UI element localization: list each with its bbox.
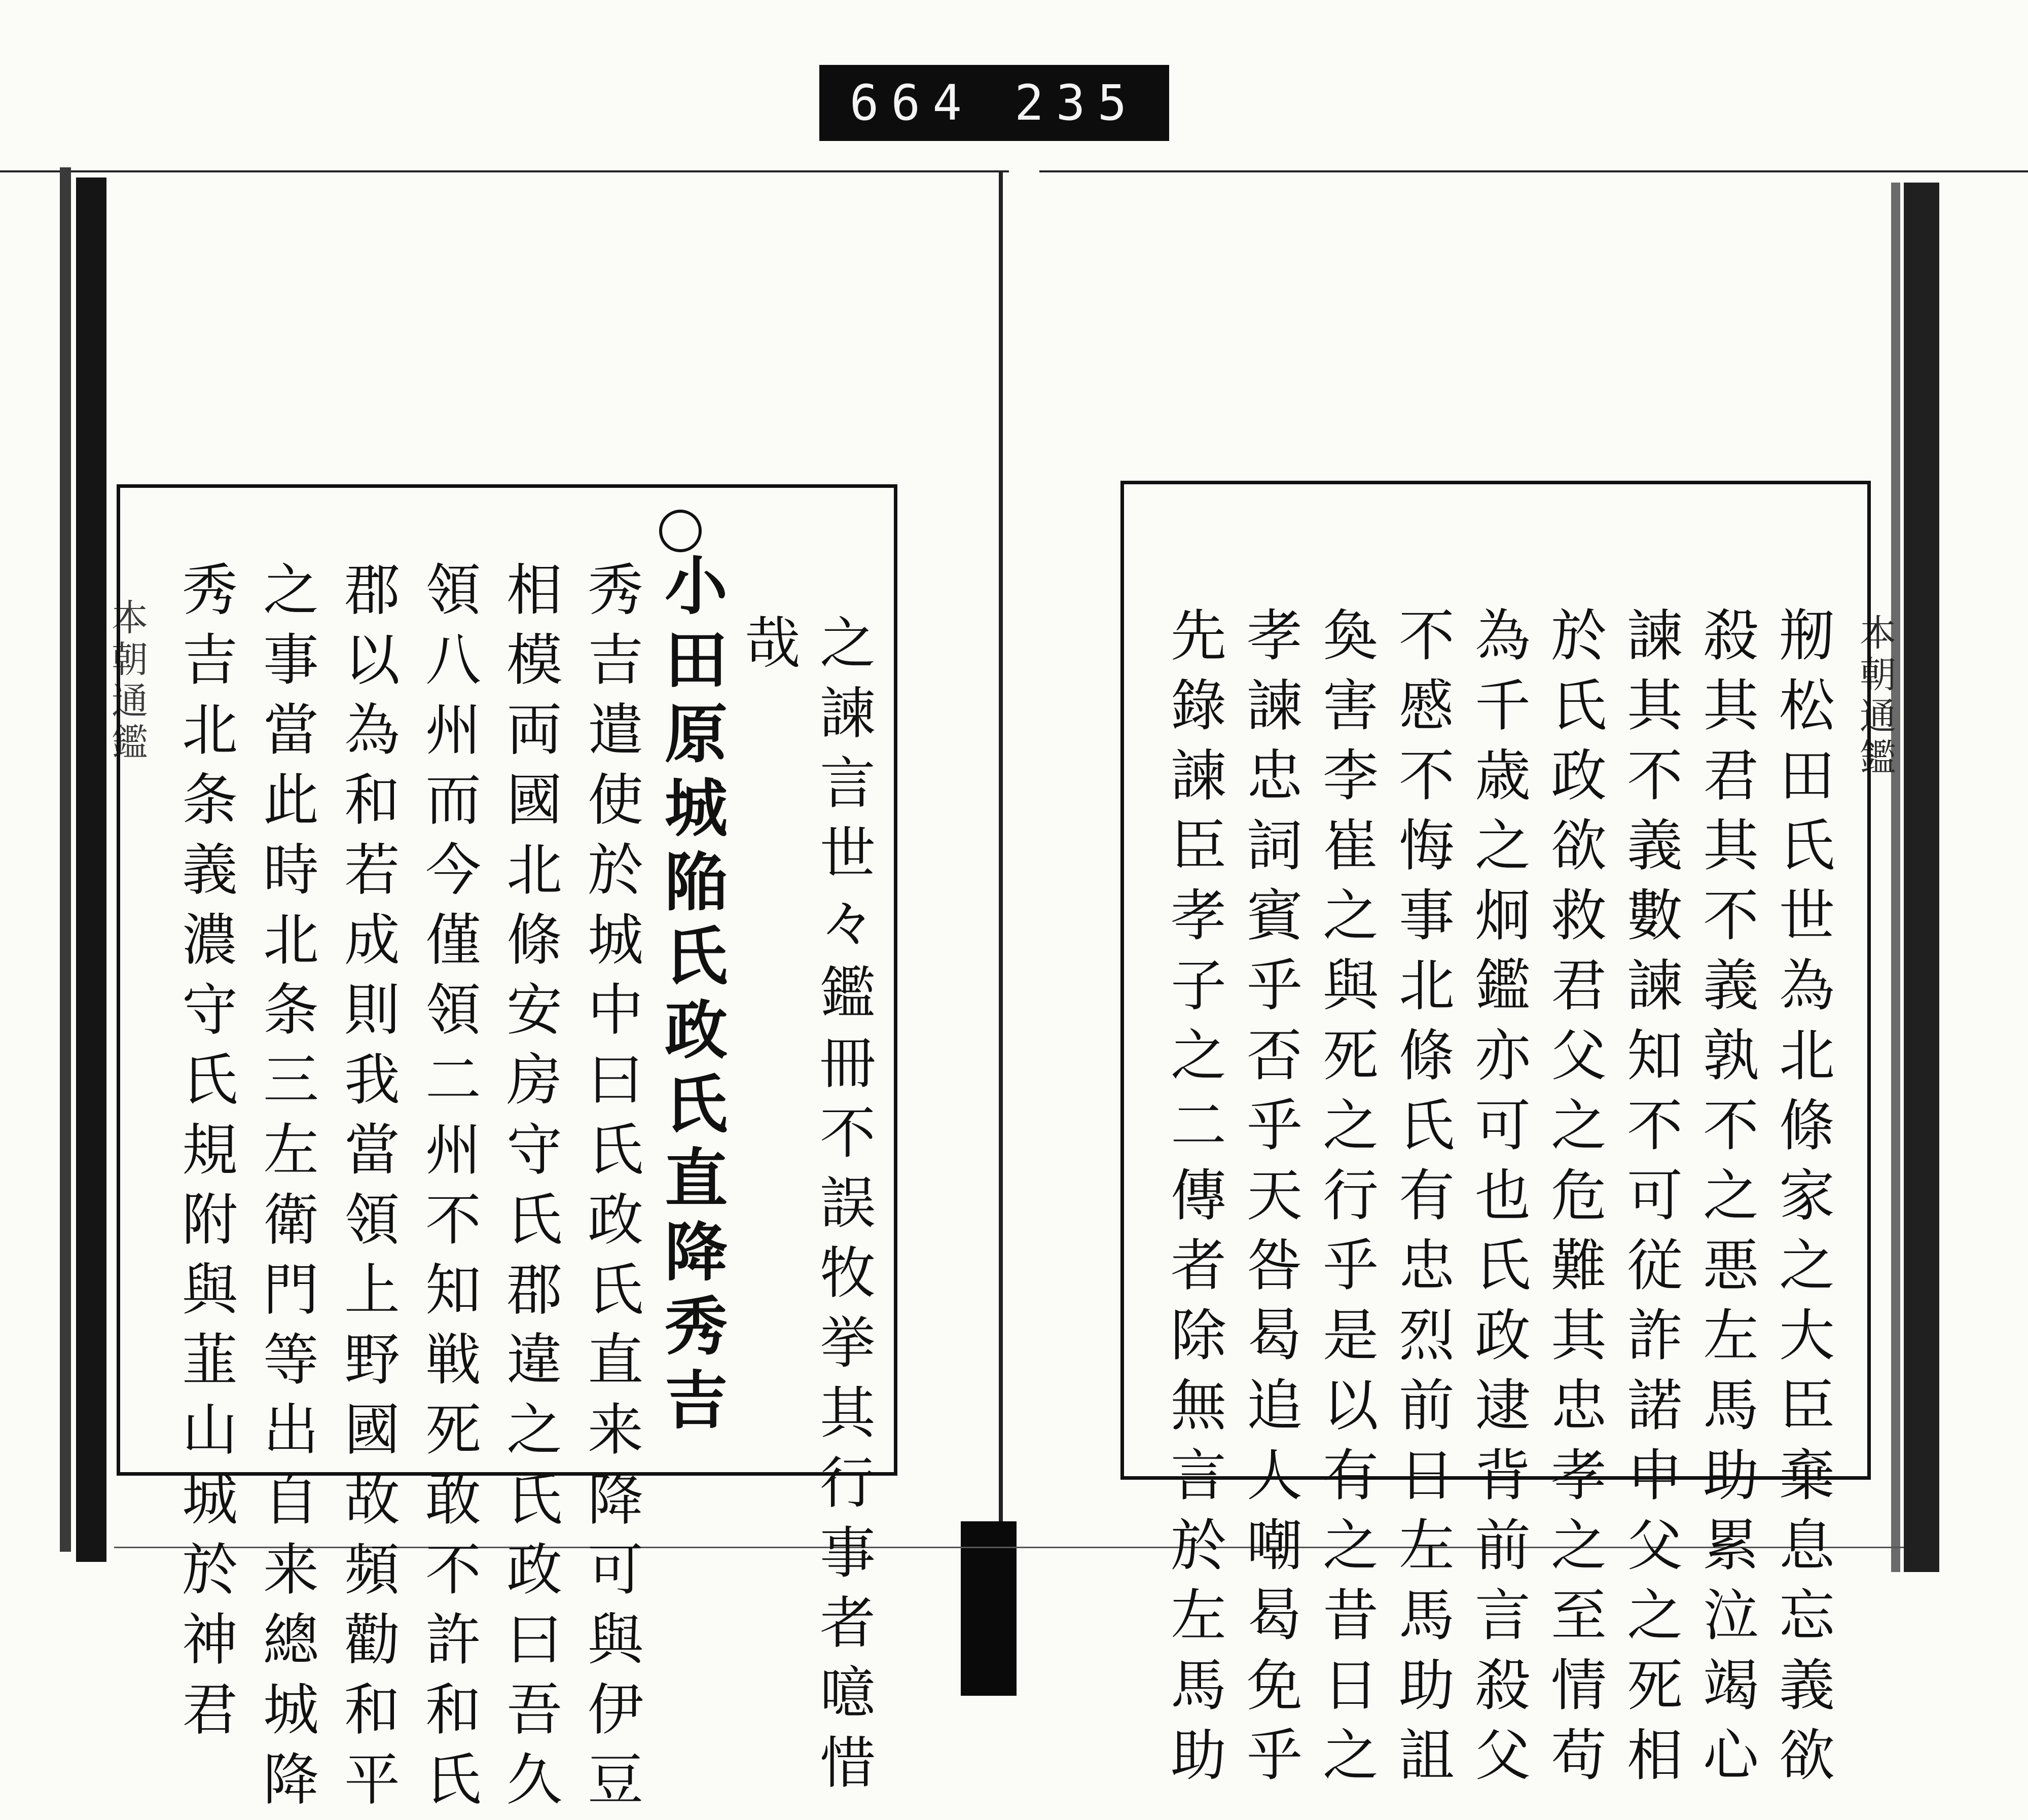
call-number-label — [819, 65, 1169, 141]
right-spine-title: 本朝通鑑 — [1854, 614, 1896, 780]
left-spine-title: 本朝通鑑 — [105, 598, 148, 765]
section-heading: 小田原城陥氏政氏直降秀吉 — [654, 553, 728, 1441]
text-column: 奐害李崔之與死之行乎是以有之昔日之 — [1314, 606, 1379, 1796]
text-column: 於氏政欲救君父之危難其忠孝之至情苟 — [1542, 606, 1607, 1796]
left-book-edge — [76, 177, 106, 1562]
left-book-edge-outer — [60, 167, 71, 1552]
text-column: 郡以為和若成則我當領上野國故頻勸和平 — [335, 560, 400, 1820]
section-circle-mark — [659, 510, 702, 552]
text-column: 之諫言世々鑑冊不誤牧挙其行事者噫惜 — [811, 614, 876, 1803]
center-gutter — [999, 172, 1003, 1552]
call-number-part: 664 — [849, 75, 974, 131]
text-column: 不慼不悔事北條氏有忠烈前日左馬助詛 — [1390, 606, 1455, 1796]
text-column: 領八州而今僅領二州不知戦死敢不許和氏 — [416, 560, 481, 1820]
text-column: 秀吉遣使於城中曰氏政氏直来降可與伊豆 — [578, 560, 643, 1820]
text-column: 相模両國北條安房守氏郡違之氏政曰吾久 — [497, 560, 562, 1820]
call-number-part: 235 — [1015, 75, 1139, 131]
text-column: 哉 — [736, 614, 801, 684]
text-column: 孝諫忠詞賓乎否乎天咎曷追人嘲曷免乎 — [1238, 606, 1302, 1796]
text-column: 為千歳之炯鑑亦可也氏政逮背前言殺父 — [1466, 606, 1531, 1796]
text-column: 秀吉北条義濃守氏規附與韮山城於神君 — [173, 560, 238, 1750]
right-book-edge — [1904, 183, 1939, 1572]
text-column: 殺其君其不義孰不之悪左馬助累泣竭心 — [1694, 606, 1759, 1796]
text-column: 剏松田氏世為北條家之大臣棄息忘義欲 — [1770, 606, 1835, 1796]
text-column: 諫其不義數諫知不可従詐諾申父之死相 — [1618, 606, 1683, 1796]
text-column: 之事當此時北条三左衛門等出自来總城降 — [254, 560, 319, 1820]
text-column: 先錄諫臣孝子之二傳者除無言於左馬助 — [1162, 606, 1226, 1796]
